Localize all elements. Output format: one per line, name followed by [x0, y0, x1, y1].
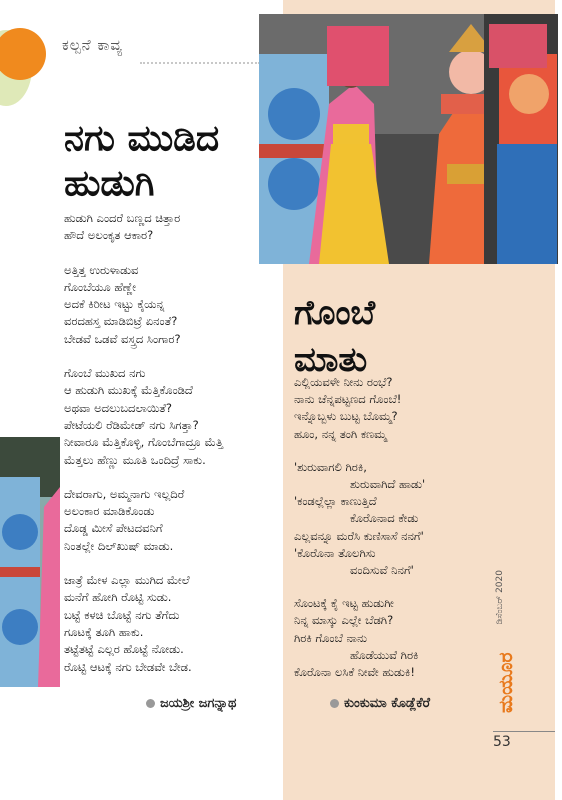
poem-line: ಹುಡುಗಿ ಎಂದರೆ ಬಣ್ಣದ ಚಿತ್ತಾರ — [64, 211, 181, 225]
poem2-body — [294, 374, 494, 697]
decor-circle-orange — [0, 28, 46, 80]
poem-line: ಎಲ್ಲಿಯವಳೇ ನೀನು ರಂಭೆ? — [294, 375, 393, 389]
poem2-author-name: ಕುಂಕುಮಾ ಕೊಡ್ಲೆಕೆರೆ — [344, 696, 430, 711]
poem-line: ಇನ್ನೊಬ್ಬಳು ಬುಟ್ಟ ಬೊಮ್ಮ? — [294, 409, 398, 424]
poem-line: ದೇವರಾಗು, ಅಮ್ಮನಾಗು ಇಲ್ಲದಿರೆ — [64, 486, 185, 501]
poem-line: ಆ ಹುಡುಗಿ ಮುಖಕ್ಕೆ ಮೆತ್ತಿಕೊಂಡಿದೆ — [64, 383, 193, 398]
poem1-author — [146, 696, 236, 711]
poem-line: ನೀವಾರೂ ಮೆತ್ತಿಕೊಳ್ಳಿ, ಗೊಂಬೆಗಾದ್ರೂ ಮೆತ್ತಿ — [64, 435, 224, 450]
stanza — [294, 374, 494, 443]
poem-line: ನಿಂತಲ್ಲೇ ದಿಲ್‌ಖುಷ್ ಮಾಡು. — [64, 538, 174, 553]
festival-photo — [259, 14, 558, 264]
poem-line: ತಟ್ಟೆತಟ್ಟೆ ಎಲ್ಲರ ಹೊಟ್ಟೆ ನೋಡು. — [64, 642, 184, 657]
poem1-title-line1: ನಗು ಮುಡಿದ — [64, 118, 220, 159]
poem-line: ಕೊರೊನಾದ ಕೇಡು — [350, 511, 419, 526]
poem-line: ಕೊರೊನಾ ಲಸಿಕೆ ನೀವೇ ಹುಡುಕಿ! — [294, 665, 415, 680]
poem-line: ಬಟ್ಟೆ ಕಳಚಿ ಬೊಟ್ಟೆ ನಗು ತೆಗೆದು — [64, 607, 180, 622]
poem-line: ನಾನು ಚೆನ್ನಪಟ್ಟಣದ ಗೊಂಬೆ! — [294, 392, 402, 407]
stanza — [294, 595, 494, 681]
poem-line: ಪೇಟೆಯಲಿ ರೆಡಿಮೇಡ್ ನಗು ಸಿಗತ್ತಾ? — [64, 417, 199, 432]
stanza — [64, 210, 279, 245]
poem-line: ಬೇಡವೆ ಒಡವೆ ವಸ್ತ್ರದ ಸಿಂಗಾರ? — [64, 331, 181, 346]
poem-line: ಗಿರಕಿ ಗೊಂಬೆ ನಾನು — [294, 630, 367, 645]
poem-line: 'ಕಂಡಲ್ಲೆಲ್ಲಾ ಕಾಣುತ್ತಿದೆ — [294, 494, 377, 509]
poem-line: ಅದಕೆ ಕಿರೀಟ ಇಟ್ಟು ಕೈಯನ್ನ — [64, 297, 165, 312]
poem-line: ಎಲ್ಲವನ್ನೂ ಮರೆಸಿ ಕುಣಿಸಾಸೆ ನನಗೆ' — [294, 528, 424, 543]
stanza — [64, 486, 279, 555]
poem1-author-name: ಜಯಶ್ರೀ ಜಗನ್ನಾಥ — [160, 696, 237, 711]
poem-line: ಅಥವಾ ಅದಲುಬದಲಾಯಿತೆ? — [64, 400, 172, 415]
poem-line: ನಿನ್ನ ಮಾಸ್ಕು ಎಲ್ಲೇ ಬೆಡಗಿ? — [294, 613, 394, 628]
page-rule — [493, 731, 555, 732]
poem-line: ದೊಡ್ಡ ಮೀಸೆ ಪೇಟದವನಿಗೆ — [64, 521, 163, 536]
stanza — [64, 262, 279, 348]
poem2-title-line2: ಮಾತು — [294, 340, 368, 380]
poem-line: ವರದಹಸ್ತ ಮಾಡಿಬಿಟ್ರೆ ಏನಂತೆ? — [64, 314, 178, 329]
poem-line: ಅತ್ತಿತ್ತ ಉರುಳಾಡುವ — [64, 262, 139, 277]
poem-line: ಹೊಡೆಯುವೆ ಗಿರಕಿ — [350, 647, 419, 662]
svg-text:ಮಯೂರ: ಮಯೂರ — [495, 652, 517, 713]
poem-line: ಅಲಂಕಾರ ಮಾಡಿಕೊಂಡು — [64, 504, 155, 519]
dotted-rule — [140, 62, 260, 64]
poem2-title-line1: ಗೊಂಬೆ — [294, 293, 376, 333]
bullet-icon — [330, 699, 339, 708]
page-number: 53 — [493, 734, 511, 750]
stanza — [64, 365, 279, 469]
poem-line: ಹೂಂ, ನನ್ನ ತಂಗಿ ಕಣಮ್ಮ — [294, 426, 387, 441]
poem-line: ಗೂಟಕ್ಕೆ ತೂಗಿ ಹಾಕು. — [64, 624, 144, 639]
stanza — [294, 459, 494, 579]
poem2-author — [330, 696, 430, 711]
poem-line: ಗೊಂಬೆ ಮುಖದ ನಗು — [64, 366, 146, 381]
bullet-icon — [146, 699, 155, 708]
poem1-title-line2: ಹುಡುಗಿ — [64, 163, 155, 204]
poem-line: ಹೌದೆ ಅಲಂಕೃತ ಆಕಾರ? — [64, 228, 154, 243]
poem1-title — [64, 116, 219, 206]
section-label: ಕಲ್ಪನೆ ಕಾವ್ಯ — [62, 36, 124, 54]
side-photo — [0, 437, 60, 687]
poem-line: ಜಾತ್ರೆ ಮೇಳ ಎಲ್ಲಾ ಮುಗಿದ ಮೇಲೆ — [64, 573, 190, 588]
poem-line: ಸೊಂಟಕ್ಕೆ ಕೈ ಇಟ್ಟ ಹುಡುಗೀ — [294, 596, 394, 611]
poem-line: ಮೆತ್ತಲು ಹೆಣ್ಣು ಮೂತಿ ಒಂದಿದ್ರೆ ಸಾಕು. — [64, 452, 206, 467]
poem-line: ಮನೆಗೆ ಹೋಗಿ ರೊಟ್ಟಿ ಸುಡು. — [64, 590, 172, 605]
poem-line: 'ಕೊರೊನಾ ತೊಲಗಿಸು — [294, 545, 376, 560]
issue-date: ಡಿಸೆಂಬರ್ 2020 — [495, 570, 505, 625]
poem2-title — [294, 290, 375, 384]
poem-line: 'ಶುರುವಾಗಲಿ ಗಿರಕಿ, — [294, 459, 367, 474]
poem-line: ವಂದಿಸುವೆ ನಿನಗೆ' — [350, 563, 414, 578]
poem-line: ಶುರುವಾಗಿದೆ ಹಾಡು' — [350, 477, 426, 492]
poem-line: ಗೊಂಬೆಯೂ ಹೆಣ್ಣೇ — [64, 279, 137, 294]
poem-line: ರೊಟ್ಟಿ ಆಟಕ್ಕೆ ನಗು ಬೇಡವೇ ಬೇಡ. — [64, 659, 192, 674]
poem1-body — [64, 210, 279, 693]
brand-logo — [490, 645, 520, 715]
stanza — [64, 572, 279, 676]
